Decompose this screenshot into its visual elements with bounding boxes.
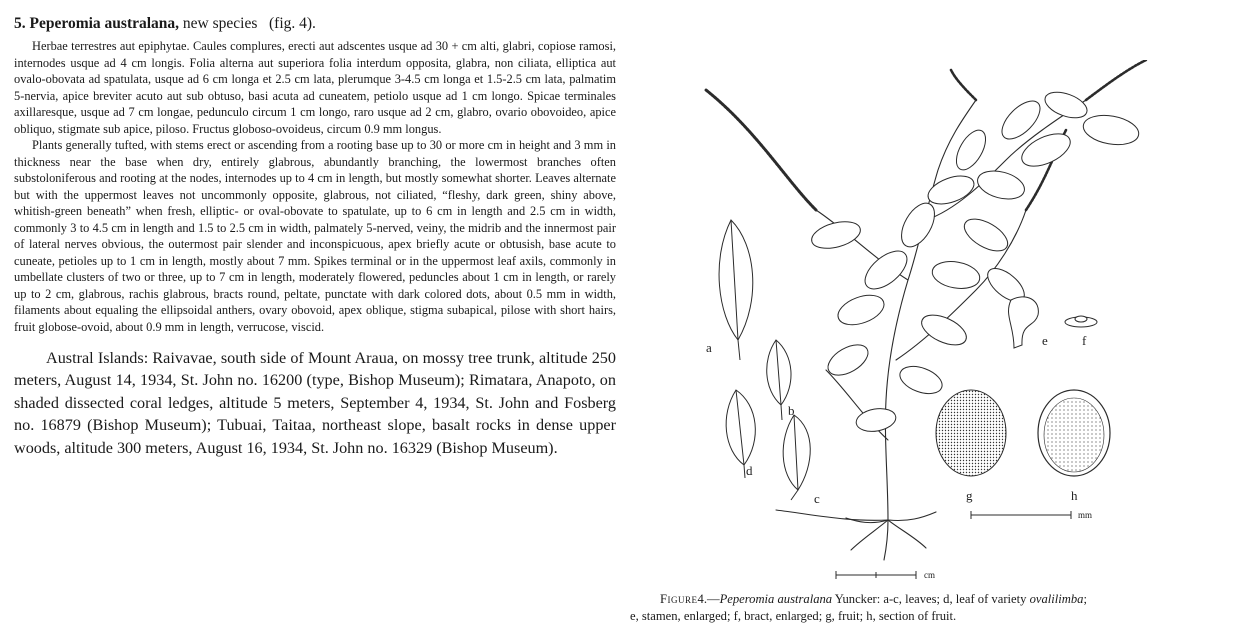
caption-label: Figure (660, 592, 698, 606)
figure-caption (630, 591, 1230, 625)
label-g: g (966, 488, 973, 503)
species-number: 5. (14, 15, 26, 32)
caption-number: 4. (697, 592, 707, 606)
figure-illustration (626, 60, 1240, 580)
label-h: h (1071, 488, 1078, 503)
latin-description: Herbae terrestres aut epiphytae. Caules complures, erecti aut adscentes usque ad 30 + cm alti, glabri, copiose ramosi, internodes usque ad 4 cm longis. Folia alterna aut superiora folia interdum opposita, glabra, non ciliata, elliptica aut ovalo-obovata ad spatulata, usque ad 6 cm longa et 2.5 cm lata, plerumque 3-4.5 cm longa et 1.5-2.5 cm lata, palmatim 5-nervia, apice breviter acuto aut sub obtuso, basi acuta ad cuneatem, petiolo usque ad 1 cm longo. Spicae terminales axillaresque, usque ad 7 cm longae, pedunculo circum 1 cm longo, raro usque ad 2 cm, glabro, ovario obovoideo, apice obliquo, stigmate sub apice, piloso. Fructus globoso-ovoideus, circum 0.9 mm longus. (14, 39, 616, 136)
caption-author: Yuncker (834, 592, 877, 606)
caption-variety: ovalilimba (1029, 592, 1084, 606)
caption-parts-1-end: ; (1083, 592, 1087, 606)
figure-reference: (fig. 4). (269, 15, 316, 32)
label-f: f (1082, 333, 1087, 348)
caption-parts-1: : a-c, leaves; d, leaf of variety (876, 592, 1027, 606)
label-b: b (788, 403, 795, 418)
english-description: Plants generally tufted, with stems erect or ascending from a rooting base up to 30 or more cm in height and 3 mm in thickness near the base when dry, entirely glabrous, abundantly branching, the lowermost branches often substoloniferous and rooting at the nodes, internodes up to 4 cm in length, but mostly somewhat shorter. Leaves alternate but with the uppermost leaves not uncommonly opposite, glabrous, not ciliated, “fleshy, dark green, shiny above, whitish-green beneath” when fresh, elliptic- or oval-obovate to spatulate, up to 6 cm in length and 2.5 cm in width, commonly 3 to 4.5 cm in length and 1.5 to 2.5 cm in width, palmately 5-nerved, veiny, the midrib and the innermost pair of lateral nerves obvious, the outermost pair slender and inconspicuous, apex briefly acute or obtusish, base acute to cuneate, petioles up to 1 cm in length, mostly about 7 mm. Spikes terminal or in the uppermost leaf axils, commonly in umbellate clusters of two or three, up to 7 cm in length, moderately flowered, peduncles about 1 cm in length, or rarely up to 2 cm, glabrous, rachis glabrous, bracts round, peltate, punctate with dark colored dots, about 0.5 mm in width, filaments about equaling the ellipsoidal anthers, ovary obovoid, apex oblique, stigma subapical, pilose with short hairs, fruit globose-ovoid, about 0.9 mm in length, verrucose, viscid. (14, 138, 616, 334)
caption-dash: — (706, 592, 720, 606)
species-heading (14, 14, 616, 34)
caption-parts-2: e, stamen, enlarged; f, bract, enlarged; g, fruit; h, section of fruit. (630, 609, 957, 623)
scale-mm-label: mm (1078, 510, 1093, 520)
label-a: a (706, 340, 712, 355)
label-d: d (746, 463, 753, 478)
label-c: c (814, 491, 820, 506)
caption-species: Peperomia australana (719, 592, 833, 606)
species-name: Peperomia australana, (29, 15, 180, 32)
species-descriptor: new species (182, 15, 258, 32)
scale-cm-label: cm (924, 570, 935, 580)
specimen-citations: Austral Islands: Raivavae, south side of Mount Araua, on mossy tree trunk, altitude 250 meters, August 14, 1934, St. John no. 16200 (type, Bishop Museum); Rimatara, Anapoto, on shaded dissected coral ledges, altitude 5 meters, September 4, 1934, St. John and Fosberg no. 16879 (Bishop Museum); Tubuai, Taitaa, northeast slope, basalt rocks in dense upper woods, altitude 300 meters, August 16, 1934, St. John no. 16329 (Bishop Museum). (14, 349, 616, 457)
text-column (14, 14, 616, 459)
label-e: e (1042, 333, 1048, 348)
botanical-figure (626, 60, 1240, 580)
